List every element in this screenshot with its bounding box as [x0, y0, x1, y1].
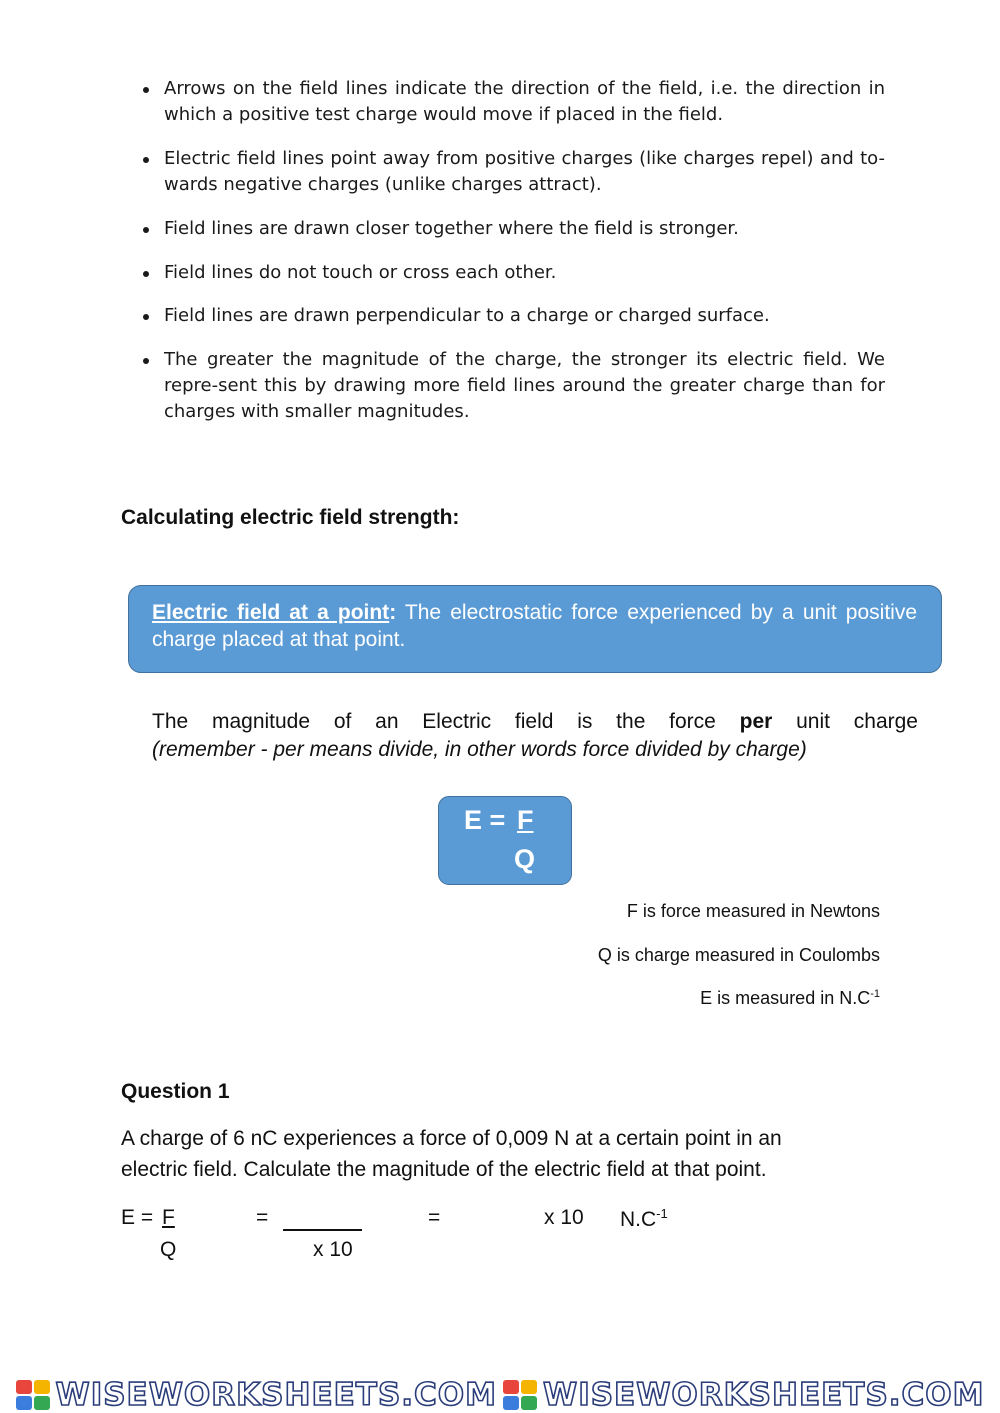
list-item: Arrows on the field lines indicate the direction of the field, i.e. the direction in which a positive test charge would move if placed in the field. [140, 76, 885, 128]
watermark-text: WISEWORKSHEETS.COM [55, 1376, 497, 1413]
list-item: Field lines do not touch or cross each other. [140, 260, 885, 286]
definition-term: Electric field at a point [152, 601, 390, 624]
watermark-logo-icon [503, 1380, 537, 1410]
paragraph-bold: per [739, 710, 773, 733]
unit-note-sup: -1 [870, 988, 880, 1000]
answer-numerator: F [162, 1206, 175, 1229]
answer-unit: $N.C^{-1}$ [620, 1206, 668, 1231]
list-item: Field lines are drawn closer together where the field is stronger. [140, 216, 885, 242]
answer-lhs: E = [121, 1206, 154, 1229]
answer-result: x 10 [544, 1206, 584, 1229]
watermark-unit [503, 1377, 985, 1413]
formula-lhs: E = [464, 805, 506, 835]
definition-colon: : [389, 601, 397, 624]
definition-box [128, 585, 942, 673]
question-text-line1: A charge of 6 nC experiences a force of 0,009 N at a certain point in an [121, 1127, 782, 1150]
formula-numerator: F [517, 805, 534, 835]
formula-denominator: Q [514, 844, 536, 874]
watermark-logo-icon [16, 1380, 50, 1410]
unit-note-field: E is measured in $N.C^{-1}$ [700, 988, 880, 1008]
watermark-banner [0, 1376, 1000, 1413]
section-heading: Calculating electric field strength: [121, 506, 460, 529]
unit-note-charge: Q is charge measured in Coulombs [597, 945, 880, 965]
definition-text: The electrostatic force experienced by a unit positive charge placed at that point. [152, 601, 917, 651]
answer-unit-sup: -1 [656, 1206, 668, 1221]
question-title: Question 1 [121, 1080, 230, 1103]
list-item: Electric field lines point away from positive charges (like charges repel) and to-wards negative charges (unlike charges attract). [140, 146, 885, 198]
watermark-unit [16, 1377, 498, 1413]
magnitude-paragraph [152, 708, 918, 764]
paragraph-italic: (remember - per means divide, in other words force divided by charge) [152, 738, 807, 761]
unit-note-force: F is force measured in Newtons [626, 901, 880, 921]
list-item: Field lines are drawn perpendicular to a charge or charged surface. [140, 303, 885, 329]
formula-box [438, 796, 572, 885]
answer-blank-denominator: x 10 [313, 1238, 353, 1261]
answer-equals-2: = [428, 1206, 441, 1229]
question-text-line2: electric field. Calculate the magnitude of the electric field at that point. [121, 1158, 767, 1181]
paragraph-text-end: unit charge [772, 710, 918, 733]
watermark-text: WISEWORKSHEETS.COM [543, 1376, 985, 1413]
list-item: The greater the magnitude of the charge, the stronger its electric field. We repre-sent this by drawing more field lines around the greater charge than for charges with smaller magnitudes. [140, 347, 885, 425]
answer-equals-1: = [256, 1206, 269, 1229]
answer-denominator: Q [160, 1238, 177, 1261]
answer-blank-numerator[interactable] [283, 1229, 362, 1231]
paragraph-text: The magnitude of an Electric field is the force [152, 710, 740, 733]
